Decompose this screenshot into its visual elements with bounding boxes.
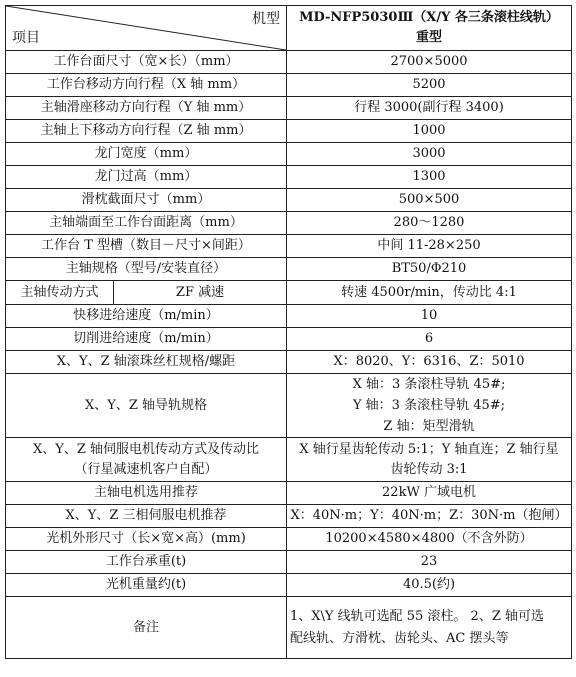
servo-drive-value [287, 438, 572, 482]
table-row-guide [6, 374, 572, 438]
row-value: 中间 11-28×250 [287, 235, 572, 258]
table-row [6, 74, 572, 97]
column-header-label: 机型 [252, 11, 280, 27]
servo-drive-label-line1: X、Y、Z 轴伺服电机传动方式及传动比 [32, 441, 259, 457]
row-value: 6 [287, 328, 572, 351]
row-value: 500×500 [287, 189, 572, 212]
row-label: 切削进给速度（m/min） [6, 328, 287, 351]
table-row [6, 258, 572, 281]
model-name: MD-NFP5030Ⅲ（X/Y 各三条滚柱线轨） [299, 10, 559, 25]
table-row-notes [6, 597, 572, 659]
guide-label: X、Y、Z 轴导轨规格 [6, 374, 287, 438]
row-value: 1000 [287, 120, 572, 143]
table-row [6, 528, 572, 551]
row-label: 快移进给速度（m/min） [6, 305, 287, 328]
diagonal-header-cell [6, 6, 287, 51]
row-label: 工作台面尺寸（宽×长）（mm） [6, 51, 287, 74]
servo-drive-value-line1: X 轴行星齿轮传动 5:1；Y 轴直连；Z 轴行星 [299, 441, 559, 457]
table-row [6, 235, 572, 258]
drive-label: 主轴传动方式 [6, 281, 114, 305]
row-label: 工作台 T 型槽（数目－尺寸×间距） [6, 235, 287, 258]
row-value: 10200×4580×4800（不含外防） [287, 528, 572, 551]
table-row [6, 351, 572, 374]
row-label: 主轴滑座移动方向行程（Y 轴 mm） [6, 97, 287, 120]
model-header [287, 6, 572, 51]
row-value: 10 [287, 305, 572, 328]
header-row [6, 6, 572, 51]
model-type: 重型 [415, 30, 442, 45]
row-label: 工作台承重(t) [6, 551, 287, 574]
table-row [6, 482, 572, 505]
row-value: 23 [287, 551, 572, 574]
row-value: 3000 [287, 143, 572, 166]
guide-value [287, 374, 572, 438]
row-value: 2700×5000 [287, 51, 572, 74]
row-value: 40.5(约) [287, 574, 572, 597]
row-value: BT50/Φ210 [287, 258, 572, 281]
diagonal-line [6, 6, 286, 50]
drive-sublabel: ZF 减速 [114, 281, 287, 305]
row-label: X、Y、Z 轴滚珠丝杠规格/螺距 [6, 351, 287, 374]
row-label: 光机重量约(t) [6, 574, 287, 597]
table-row [6, 212, 572, 235]
table-row [6, 574, 572, 597]
notes-value [287, 597, 572, 659]
guide-line-y: Y 轴：3 条滚柱导轨 45#; [352, 398, 506, 413]
table-row [6, 189, 572, 212]
servo-drive-label-line2: （行星减速机客户自配） [74, 461, 218, 477]
table-row [6, 305, 572, 328]
row-label: X、Y、Z 三相伺服电机推荐 [6, 505, 287, 528]
notes-label: 备注 [6, 597, 287, 659]
servo-drive-label [6, 438, 287, 482]
table-row-drive [6, 281, 572, 305]
table-row [6, 143, 572, 166]
table-row [6, 120, 572, 143]
row-value: 1300 [287, 166, 572, 189]
table-row [6, 551, 572, 574]
row-value: 5200 [287, 74, 572, 97]
row-label: 主轴规格（型号/安装直径） [6, 258, 287, 281]
guide-line-x: X 轴：3 条滚柱导轨 45#; [352, 377, 506, 392]
row-label: 光机外形尺寸（长×宽×高）(mm) [6, 528, 287, 551]
table-row [6, 166, 572, 189]
drive-value: 转速 4500r/min，传动比 4:1 [287, 281, 572, 305]
row-value: 22kW 广域电机 [287, 482, 572, 505]
row-header-label: 项目 [12, 30, 40, 46]
table-row [6, 51, 572, 74]
row-label: 工作台移动方向行程（X 轴 mm） [6, 74, 287, 97]
row-label: 龙门宽度（mm） [6, 143, 287, 166]
table-row [6, 505, 572, 528]
row-value: X：40N·m；Y：40N·m；Z：30N·m（抱闸） [287, 505, 572, 528]
row-label: 主轴端面至工作台面距离（mm） [6, 212, 287, 235]
row-label: 滑枕截面尺寸（mm） [6, 189, 287, 212]
spec-table [5, 5, 572, 659]
row-label: 主轴电机选用推荐 [6, 482, 287, 505]
guide-line-z: Z 轴：矩型滑轨 [383, 419, 475, 434]
row-value: 行程 3000(副行程 3400) [287, 97, 572, 120]
table-row [6, 97, 572, 120]
table-row-servo-drive [6, 438, 572, 482]
row-label: 主轴上下移动方向行程（Z 轴 mm） [6, 120, 287, 143]
row-value: X：8020、Y：6316、Z：5010 [287, 351, 572, 374]
servo-drive-value-line2: 齿轮传动 3:1 [390, 461, 468, 477]
notes-line2: 配线轨、方滑枕、齿轮头、AC 摆头等 [290, 630, 509, 646]
row-label: 龙门过高（mm） [6, 166, 287, 189]
row-value: 280～1280 [287, 212, 572, 235]
notes-line1: 1、X\Y 线轨可选配 55 滚柱。 2、Z 轴可选 [290, 608, 544, 624]
table-row [6, 328, 572, 351]
